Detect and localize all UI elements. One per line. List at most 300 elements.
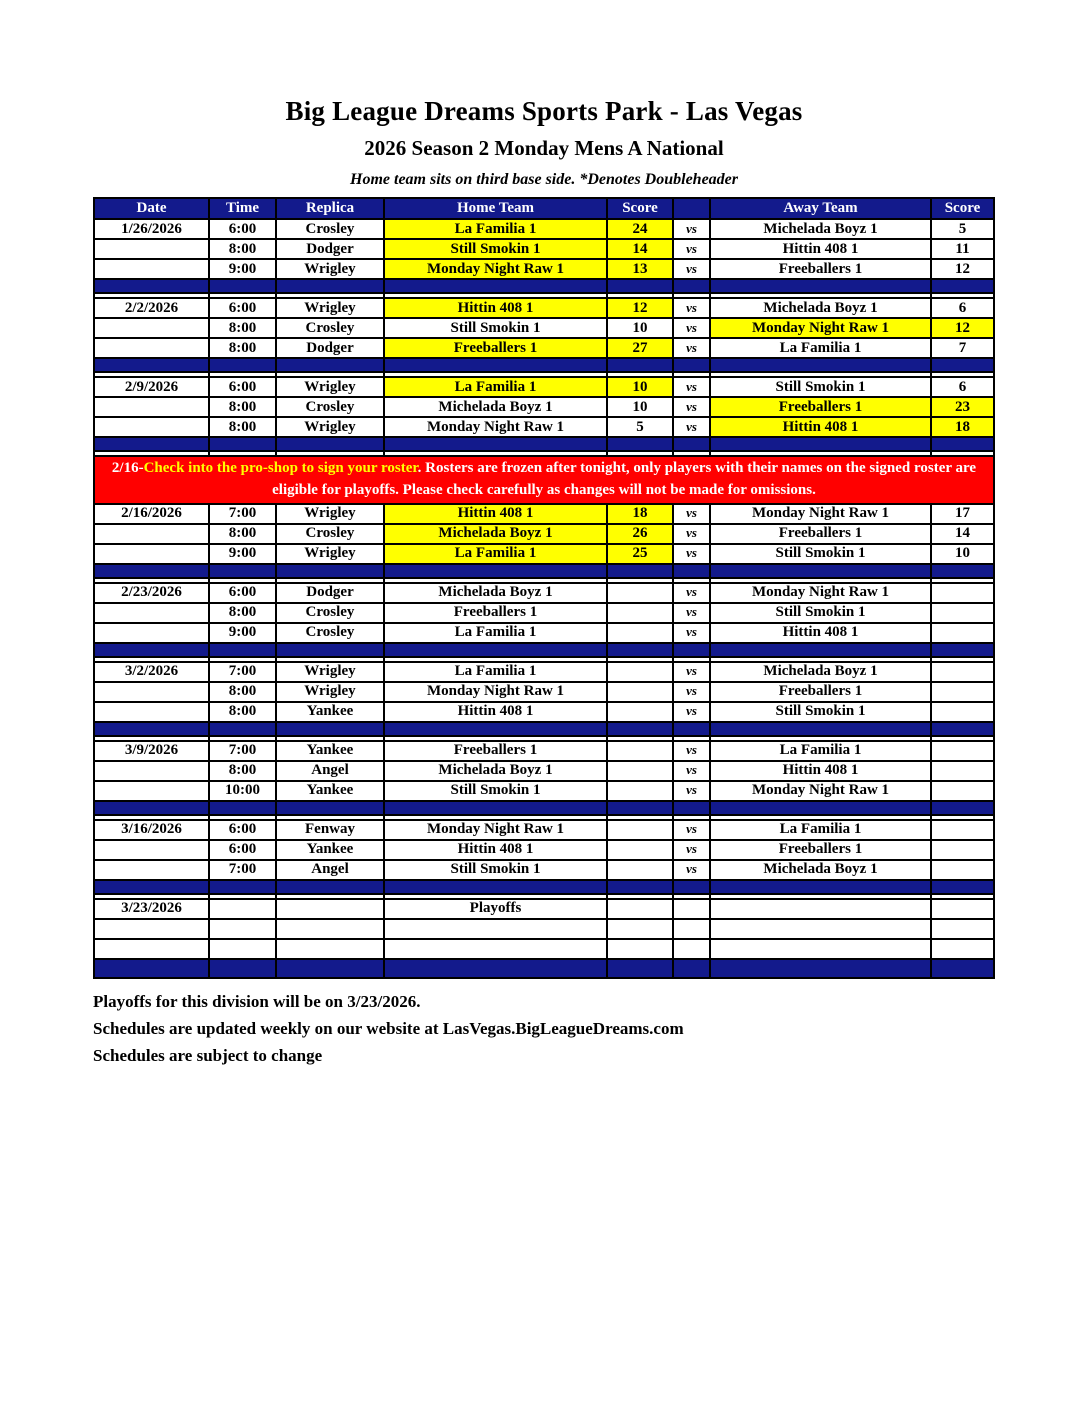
away-team-cell: Monday Night Raw 1: [710, 583, 931, 603]
away-score-cell: [931, 781, 994, 801]
blank-cell: [931, 564, 994, 578]
away-score-cell: [931, 662, 994, 682]
replica-cell: Wrigley: [276, 504, 384, 524]
away-team-cell: Hittin 408 1: [710, 417, 931, 437]
blank-cell: [94, 801, 209, 815]
date-cell: [94, 919, 209, 939]
blank-cell: [276, 801, 384, 815]
date-cell: [94, 781, 209, 801]
vs-cell: vs: [673, 259, 710, 279]
blank-cell: [673, 959, 710, 978]
time-cell: 6:00: [209, 583, 276, 603]
away-score-cell: [931, 682, 994, 702]
blank-cell: [931, 880, 994, 894]
home-team-cell: Hittin 408 1: [384, 504, 607, 524]
home-team-cell: Hittin 408 1: [384, 702, 607, 722]
away-score-cell: [931, 623, 994, 643]
col-header-time: Time: [209, 198, 276, 219]
date-cell: [94, 524, 209, 544]
home-team-cell: La Familia 1: [384, 377, 607, 397]
date-cell: 3/2/2026: [94, 662, 209, 682]
vs-cell: vs: [673, 239, 710, 259]
blank-cell: [710, 437, 931, 451]
time-cell: 8:00: [209, 524, 276, 544]
blank-cell: [209, 722, 276, 736]
document-header: [0, 0, 1088, 189]
home-team-cell: Still Smokin 1: [384, 239, 607, 259]
blank-cell: [94, 358, 209, 372]
date-cell: 3/9/2026: [94, 741, 209, 761]
game-row: [94, 860, 994, 880]
game-row: [94, 298, 994, 318]
home-team-cell: Michelada Boyz 1: [384, 761, 607, 781]
col-header-away-score: Score: [931, 198, 994, 219]
empty-row: [94, 939, 994, 959]
away-team-cell: Michelada Boyz 1: [710, 860, 931, 880]
replica-cell: Angel: [276, 761, 384, 781]
game-row: [94, 781, 994, 801]
col-header-vs: [673, 198, 710, 219]
time-cell: 7:00: [209, 504, 276, 524]
time-cell: 9:00: [209, 544, 276, 564]
away-team-cell: [710, 919, 931, 939]
date-cell: [94, 259, 209, 279]
blank-cell: [710, 279, 931, 293]
blank-cell: [607, 880, 673, 894]
home-team-cell: Monday Night Raw 1: [384, 682, 607, 702]
col-header-replica: Replica: [276, 198, 384, 219]
page-title: Big League Dreams Sports Park - Las Vegas: [285, 96, 803, 126]
game-row: [94, 338, 994, 358]
replica-cell: Fenway: [276, 820, 384, 840]
replica-cell: Angel: [276, 860, 384, 880]
time-cell: 8:00: [209, 338, 276, 358]
game-row: [94, 239, 994, 259]
blank-cell: [276, 880, 384, 894]
separator-band-row: [94, 358, 994, 372]
blank-cell: [276, 279, 384, 293]
blank-cell: [607, 722, 673, 736]
away-team-cell: Michelada Boyz 1: [710, 662, 931, 682]
date-cell: [94, 840, 209, 860]
vs-cell: vs: [673, 544, 710, 564]
home-score-cell: [607, 702, 673, 722]
vs-cell: vs: [673, 397, 710, 417]
separator-band-row: [94, 564, 994, 578]
home-team-cell: Freeballers 1: [384, 603, 607, 623]
home-team-cell: [384, 939, 607, 959]
home-team-cell: Playoffs: [384, 899, 607, 919]
home-team-note: Home team sits on third base side. *Denotes Doubleheader: [350, 171, 738, 188]
vs-cell: vs: [673, 682, 710, 702]
blank-cell: [931, 643, 994, 657]
blank-cell: [384, 959, 607, 978]
blank-cell: [931, 279, 994, 293]
home-score-cell: 12: [607, 298, 673, 318]
blank-cell: [931, 437, 994, 451]
blank-cell: [673, 643, 710, 657]
date-cell: [94, 417, 209, 437]
footer-website-note: Schedules are updated weekly on our website at LasVegas.BigLeagueDreams.com: [93, 1018, 684, 1038]
blank-cell: [209, 437, 276, 451]
footer-playoffs-note: Playoffs for this division will be on 3/23/2026.: [93, 991, 421, 1011]
date-cell: [94, 338, 209, 358]
time-cell: 8:00: [209, 603, 276, 623]
replica-cell: Yankee: [276, 741, 384, 761]
home-score-cell: 10: [607, 377, 673, 397]
game-row: [94, 603, 994, 623]
date-cell: [94, 761, 209, 781]
replica-cell: Dodger: [276, 239, 384, 259]
away-score-cell: 7: [931, 338, 994, 358]
time-cell: 7:00: [209, 741, 276, 761]
time-cell: 6:00: [209, 840, 276, 860]
game-row: [94, 524, 994, 544]
away-team-cell: Hittin 408 1: [710, 623, 931, 643]
home-score-cell: [607, 860, 673, 880]
replica-cell: Crosley: [276, 219, 384, 239]
blank-cell: [710, 959, 931, 978]
home-team-cell: [384, 919, 607, 939]
away-team-cell: Still Smokin 1: [710, 377, 931, 397]
blank-cell: [94, 643, 209, 657]
replica-cell: [276, 899, 384, 919]
game-row: [94, 820, 994, 840]
time-cell: 6:00: [209, 820, 276, 840]
away-score-cell: 12: [931, 318, 994, 338]
blank-cell: [276, 959, 384, 978]
col-header-home-score: Score: [607, 198, 673, 219]
time-cell: [209, 919, 276, 939]
date-cell: [94, 239, 209, 259]
home-score-cell: 13: [607, 259, 673, 279]
away-score-cell: 11: [931, 239, 994, 259]
replica-cell: Crosley: [276, 623, 384, 643]
blank-cell: [607, 564, 673, 578]
vs-cell: vs: [673, 840, 710, 860]
away-score-cell: [931, 603, 994, 623]
away-team-cell: Michelada Boyz 1: [710, 219, 931, 239]
vs-cell: vs: [673, 603, 710, 623]
blank-cell: [384, 880, 607, 894]
away-team-cell: Hittin 408 1: [710, 761, 931, 781]
away-score-cell: 5: [931, 219, 994, 239]
date-cell: 1/26/2026: [94, 219, 209, 239]
home-score-cell: [607, 781, 673, 801]
replica-cell: Wrigley: [276, 417, 384, 437]
home-score-cell: [607, 623, 673, 643]
game-row: [94, 682, 994, 702]
time-cell: 8:00: [209, 239, 276, 259]
blank-cell: [276, 564, 384, 578]
date-cell: [94, 939, 209, 959]
away-team-cell: Freeballers 1: [710, 259, 931, 279]
blank-cell: [710, 358, 931, 372]
home-team-cell: Monday Night Raw 1: [384, 259, 607, 279]
blank-cell: [384, 564, 607, 578]
game-row: [94, 662, 994, 682]
time-cell: 6:00: [209, 219, 276, 239]
col-header-home-team: Home Team: [384, 198, 607, 219]
separator-band-row: [94, 279, 994, 293]
vs-cell: vs: [673, 504, 710, 524]
home-team-cell: Still Smokin 1: [384, 318, 607, 338]
home-score-cell: [607, 840, 673, 860]
time-cell: [209, 939, 276, 959]
away-score-cell: [931, 583, 994, 603]
time-cell: 7:00: [209, 662, 276, 682]
away-score-cell: 23: [931, 397, 994, 417]
date-cell: [94, 603, 209, 623]
away-score-cell: [931, 860, 994, 880]
blank-cell: [710, 564, 931, 578]
home-score-cell: 10: [607, 318, 673, 338]
away-score-cell: 6: [931, 377, 994, 397]
home-score-cell: 27: [607, 338, 673, 358]
time-cell: [209, 899, 276, 919]
home-score-cell: 24: [607, 219, 673, 239]
date-cell: 3/16/2026: [94, 820, 209, 840]
away-score-cell: [931, 820, 994, 840]
away-team-cell: La Familia 1: [710, 338, 931, 358]
time-cell: 7:00: [209, 860, 276, 880]
blank-cell: [94, 564, 209, 578]
game-row: [94, 741, 994, 761]
replica-cell: Crosley: [276, 524, 384, 544]
home-score-cell: [607, 662, 673, 682]
blank-cell: [276, 358, 384, 372]
page-subtitle: 2026 Season 2 Monday Mens A National: [364, 136, 724, 160]
home-score-cell: [607, 919, 673, 939]
blank-cell: [607, 358, 673, 372]
blank-cell: [673, 801, 710, 815]
vs-cell: vs: [673, 623, 710, 643]
blank-cell: [710, 643, 931, 657]
home-score-cell: 18: [607, 504, 673, 524]
away-team-cell: Still Smokin 1: [710, 603, 931, 623]
replica-cell: Wrigley: [276, 377, 384, 397]
blank-cell: [931, 358, 994, 372]
date-cell: 3/23/2026: [94, 899, 209, 919]
blank-cell: [209, 880, 276, 894]
notice-date-prefix: 2/16-: [111, 460, 144, 476]
date-cell: [94, 682, 209, 702]
home-score-cell: 5: [607, 417, 673, 437]
time-cell: 8:00: [209, 682, 276, 702]
blank-cell: [94, 880, 209, 894]
vs-cell: vs: [673, 377, 710, 397]
blank-cell: [931, 801, 994, 815]
blank-cell: [94, 279, 209, 293]
away-team-cell: Monday Night Raw 1: [710, 318, 931, 338]
separator-band-row: [94, 959, 994, 978]
table-header: [94, 198, 994, 219]
blank-cell: [384, 722, 607, 736]
blank-cell: [209, 564, 276, 578]
vs-cell: vs: [673, 583, 710, 603]
vs-cell: vs: [673, 702, 710, 722]
away-team-cell: Freeballers 1: [710, 840, 931, 860]
home-score-cell: 10: [607, 397, 673, 417]
schedule-table: [93, 197, 995, 979]
notice-body-text: . Rosters are frozen after tonight, only players with their names on the signed roster are eligible for playoffs. Please check carefully as changes will not be made for omissions.: [272, 460, 977, 498]
vs-cell: vs: [673, 338, 710, 358]
vs-cell: [673, 899, 710, 919]
blank-cell: [673, 437, 710, 451]
header-row: [94, 198, 994, 219]
replica-cell: Yankee: [276, 840, 384, 860]
date-cell: [94, 860, 209, 880]
notice-highlighted-text: Check into the pro-shop to sign your roster: [143, 460, 418, 476]
away-score-cell: [931, 919, 994, 939]
away-team-cell: La Familia 1: [710, 820, 931, 840]
home-team-cell: Michelada Boyz 1: [384, 397, 607, 417]
table-body: [94, 219, 994, 978]
home-score-cell: 14: [607, 239, 673, 259]
date-cell: 2/2/2026: [94, 298, 209, 318]
game-row: [94, 377, 994, 397]
replica-cell: Wrigley: [276, 544, 384, 564]
game-row: [94, 544, 994, 564]
date-cell: [94, 702, 209, 722]
date-cell: [94, 544, 209, 564]
game-row: [94, 840, 994, 860]
home-score-cell: [607, 899, 673, 919]
roster-notice-cell: [94, 456, 994, 504]
blank-cell: [384, 801, 607, 815]
game-row: [94, 702, 994, 722]
game-row: [94, 761, 994, 781]
replica-cell: Wrigley: [276, 298, 384, 318]
away-team-cell: Michelada Boyz 1: [710, 298, 931, 318]
away-team-cell: Hittin 408 1: [710, 239, 931, 259]
home-score-cell: [607, 761, 673, 781]
home-team-cell: Hittin 408 1: [384, 840, 607, 860]
away-score-cell: 18: [931, 417, 994, 437]
away-score-cell: [931, 761, 994, 781]
game-row: [94, 318, 994, 338]
blank-cell: [94, 959, 209, 978]
home-team-cell: Monday Night Raw 1: [384, 417, 607, 437]
blank-cell: [607, 959, 673, 978]
game-row: [94, 417, 994, 437]
away-team-cell: [710, 939, 931, 959]
game-row: [94, 623, 994, 643]
separator-band-row: [94, 437, 994, 451]
blank-cell: [209, 801, 276, 815]
blank-cell: [384, 358, 607, 372]
home-score-cell: [607, 939, 673, 959]
blank-cell: [607, 279, 673, 293]
home-team-cell: Michelada Boyz 1: [384, 524, 607, 544]
away-team-cell: Freeballers 1: [710, 682, 931, 702]
home-score-cell: [607, 603, 673, 623]
away-score-cell: 12: [931, 259, 994, 279]
away-score-cell: [931, 899, 994, 919]
away-team-cell: Monday Night Raw 1: [710, 781, 931, 801]
footer-subject-to-change-note: Schedules are subject to change: [93, 1045, 323, 1065]
blank-cell: [276, 643, 384, 657]
replica-cell: Yankee: [276, 702, 384, 722]
blank-cell: [710, 722, 931, 736]
home-score-cell: [607, 682, 673, 702]
home-team-cell: La Familia 1: [384, 544, 607, 564]
game-row: [94, 259, 994, 279]
roster-notice-row: [94, 456, 994, 504]
vs-cell: vs: [673, 524, 710, 544]
away-score-cell: [931, 741, 994, 761]
time-cell: 8:00: [209, 417, 276, 437]
home-score-cell: [607, 820, 673, 840]
blank-cell: [931, 959, 994, 978]
home-team-cell: Michelada Boyz 1: [384, 583, 607, 603]
blank-cell: [384, 279, 607, 293]
vs-cell: vs: [673, 219, 710, 239]
blank-cell: [94, 722, 209, 736]
home-team-cell: Still Smokin 1: [384, 860, 607, 880]
replica-cell: Crosley: [276, 318, 384, 338]
blank-cell: [384, 643, 607, 657]
empty-row: [94, 919, 994, 939]
blank-cell: [209, 643, 276, 657]
vs-cell: vs: [673, 741, 710, 761]
away-team-cell: La Familia 1: [710, 741, 931, 761]
date-cell: 2/23/2026: [94, 583, 209, 603]
away-score-cell: [931, 939, 994, 959]
home-team-cell: Freeballers 1: [384, 338, 607, 358]
blank-cell: [209, 358, 276, 372]
blank-cell: [673, 279, 710, 293]
vs-cell: vs: [673, 761, 710, 781]
home-score-cell: [607, 741, 673, 761]
away-team-cell: Freeballers 1: [710, 397, 931, 417]
blank-cell: [931, 722, 994, 736]
away-score-cell: 17: [931, 504, 994, 524]
away-team-cell: [710, 899, 931, 919]
replica-cell: Wrigley: [276, 259, 384, 279]
blank-cell: [384, 437, 607, 451]
time-cell: 9:00: [209, 259, 276, 279]
away-score-cell: [931, 840, 994, 860]
time-cell: 9:00: [209, 623, 276, 643]
vs-cell: vs: [673, 820, 710, 840]
away-score-cell: 14: [931, 524, 994, 544]
time-cell: 8:00: [209, 702, 276, 722]
away-score-cell: [931, 702, 994, 722]
blank-cell: [209, 279, 276, 293]
date-cell: [94, 397, 209, 417]
time-cell: 6:00: [209, 377, 276, 397]
home-team-cell: La Familia 1: [384, 662, 607, 682]
date-cell: [94, 318, 209, 338]
home-score-cell: 25: [607, 544, 673, 564]
home-team-cell: Still Smokin 1: [384, 781, 607, 801]
vs-cell: vs: [673, 662, 710, 682]
blank-cell: [607, 643, 673, 657]
replica-cell: Dodger: [276, 583, 384, 603]
blank-cell: [673, 880, 710, 894]
date-cell: [94, 623, 209, 643]
replica-cell: Wrigley: [276, 682, 384, 702]
replica-cell: Crosley: [276, 397, 384, 417]
replica-cell: Wrigley: [276, 662, 384, 682]
blank-cell: [673, 564, 710, 578]
blank-cell: [607, 801, 673, 815]
separator-band-row: [94, 801, 994, 815]
home-team-cell: Hittin 408 1: [384, 298, 607, 318]
vs-cell: vs: [673, 318, 710, 338]
home-team-cell: Freeballers 1: [384, 741, 607, 761]
